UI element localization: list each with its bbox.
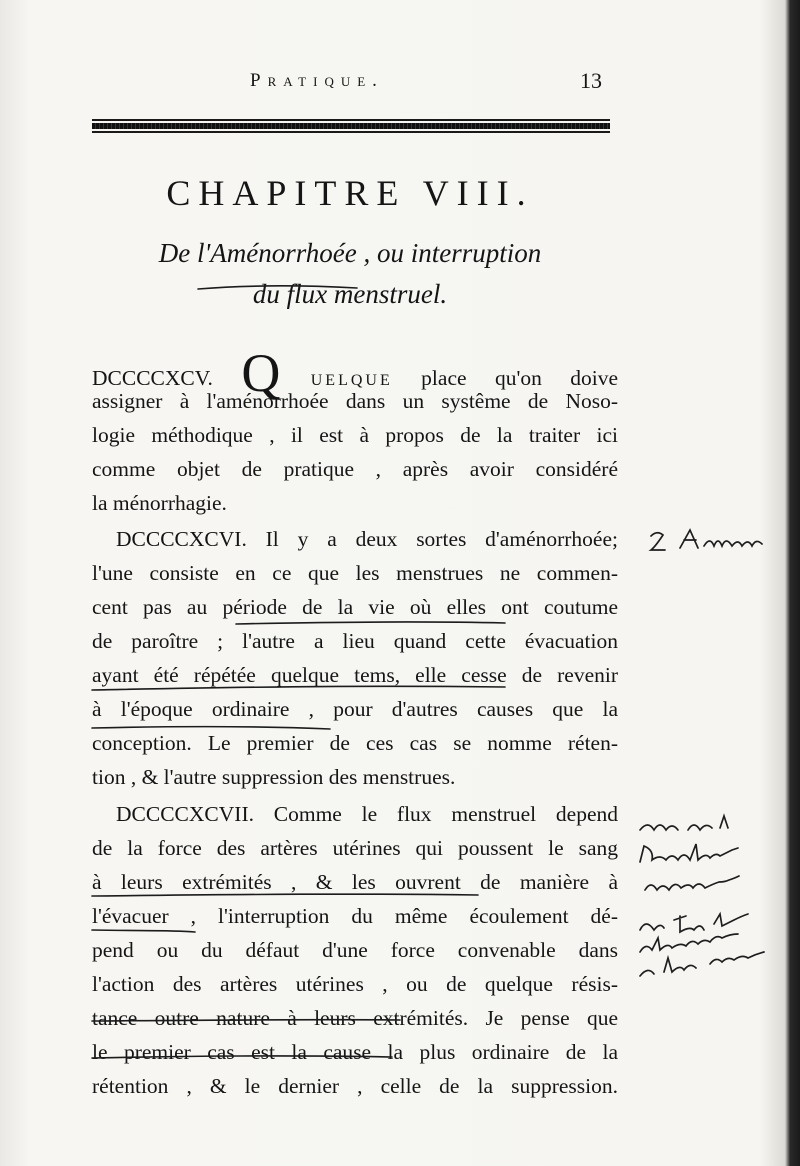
text-line-content: DCCCCXCVII. Comme le flux menstruel depend bbox=[116, 802, 618, 826]
margin-scribble bbox=[640, 934, 738, 952]
section-number: DCCCCXCV. bbox=[92, 366, 242, 390]
smallcaps-word: UELQUE bbox=[310, 372, 393, 389]
text-line: à l'époque ordinaire , pour d'autres causes que la bbox=[92, 697, 618, 721]
text-line-content: DCCCCXCVI. Il y a deux sortes d'aménorrhoée; bbox=[116, 527, 618, 551]
running-head bbox=[90, 60, 610, 100]
rule-line-thick bbox=[92, 123, 610, 129]
paragraph-dccccxcvi bbox=[92, 522, 618, 794]
text-line: tance outre nature à leurs extrémités. Je pense que bbox=[92, 1006, 618, 1030]
chapter-title: CHAPITRE VIII. bbox=[166, 173, 534, 213]
paragraph-dccccxcvii bbox=[92, 797, 618, 1103]
text-line: conception. Le premier de ces cas se nomme réten- bbox=[92, 731, 618, 755]
text-line: l'action des artères utérines , ou de quelque résis- bbox=[92, 972, 618, 996]
text-line: de paroître ; l'autre a lieu quand cette évacuation bbox=[92, 629, 618, 653]
rule-line-bottom bbox=[92, 131, 610, 133]
paragraph-dccccxcv bbox=[92, 343, 619, 520]
chapter-subtitle-line-2: du flux menstruel. bbox=[252, 279, 448, 309]
text-line: logie méthodique , il est à propos de la traiter ici bbox=[92, 423, 618, 447]
rule-line-top bbox=[92, 119, 610, 121]
margin-scribble bbox=[680, 530, 762, 548]
running-title: Pratique. bbox=[250, 70, 384, 91]
dropcap-letter: Q bbox=[241, 343, 281, 403]
text-line: la ménorrhagie. bbox=[92, 491, 227, 515]
text-line: pend ou du défaut d'une force convenable dans bbox=[92, 938, 618, 962]
chapter-subtitle-line-1: De l'Aménorrhoée , ou interruption bbox=[158, 238, 542, 268]
page-number: 13 bbox=[580, 68, 602, 93]
ornamental-rule bbox=[92, 119, 610, 133]
text-line bbox=[92, 797, 618, 831]
text-line: ayant été répétée quelque tems, elle cesse de revenir bbox=[92, 663, 618, 687]
text-line: à leurs extrémités , & les ouvrent de manière à bbox=[92, 870, 618, 894]
text-line: le premier cas est la cause la plus ordinaire de la bbox=[92, 1040, 618, 1064]
text-line: comme objet de pratique , après avoir considéré bbox=[92, 457, 618, 481]
text-line: tion , & l'autre suppression des menstrues. bbox=[92, 765, 456, 789]
margin-scribble bbox=[640, 816, 728, 830]
margin-scribble bbox=[640, 844, 738, 862]
text-line: l'une consiste en ce que les menstrues ne commen- bbox=[92, 561, 618, 585]
margin-scribble bbox=[645, 876, 739, 890]
text-line: rétention , & le dernier , celle de la suppression. bbox=[92, 1074, 618, 1098]
margin-scribble bbox=[651, 533, 665, 550]
margin-scribble bbox=[640, 952, 764, 976]
text-line: de la force des artères utérines qui poussent le sang bbox=[92, 836, 618, 860]
line-remainder: place qu'on doive bbox=[421, 366, 619, 390]
margin-scribble bbox=[640, 914, 748, 932]
text-line bbox=[92, 522, 618, 556]
text-line: cent pas au période de la vie où elles ont coutume bbox=[92, 595, 618, 619]
text-line: assigner à l'aménorrhoée dans un systême de Noso- bbox=[92, 389, 618, 413]
text-line: l'évacuer , l'interruption du même écoulement dé- bbox=[92, 904, 618, 928]
